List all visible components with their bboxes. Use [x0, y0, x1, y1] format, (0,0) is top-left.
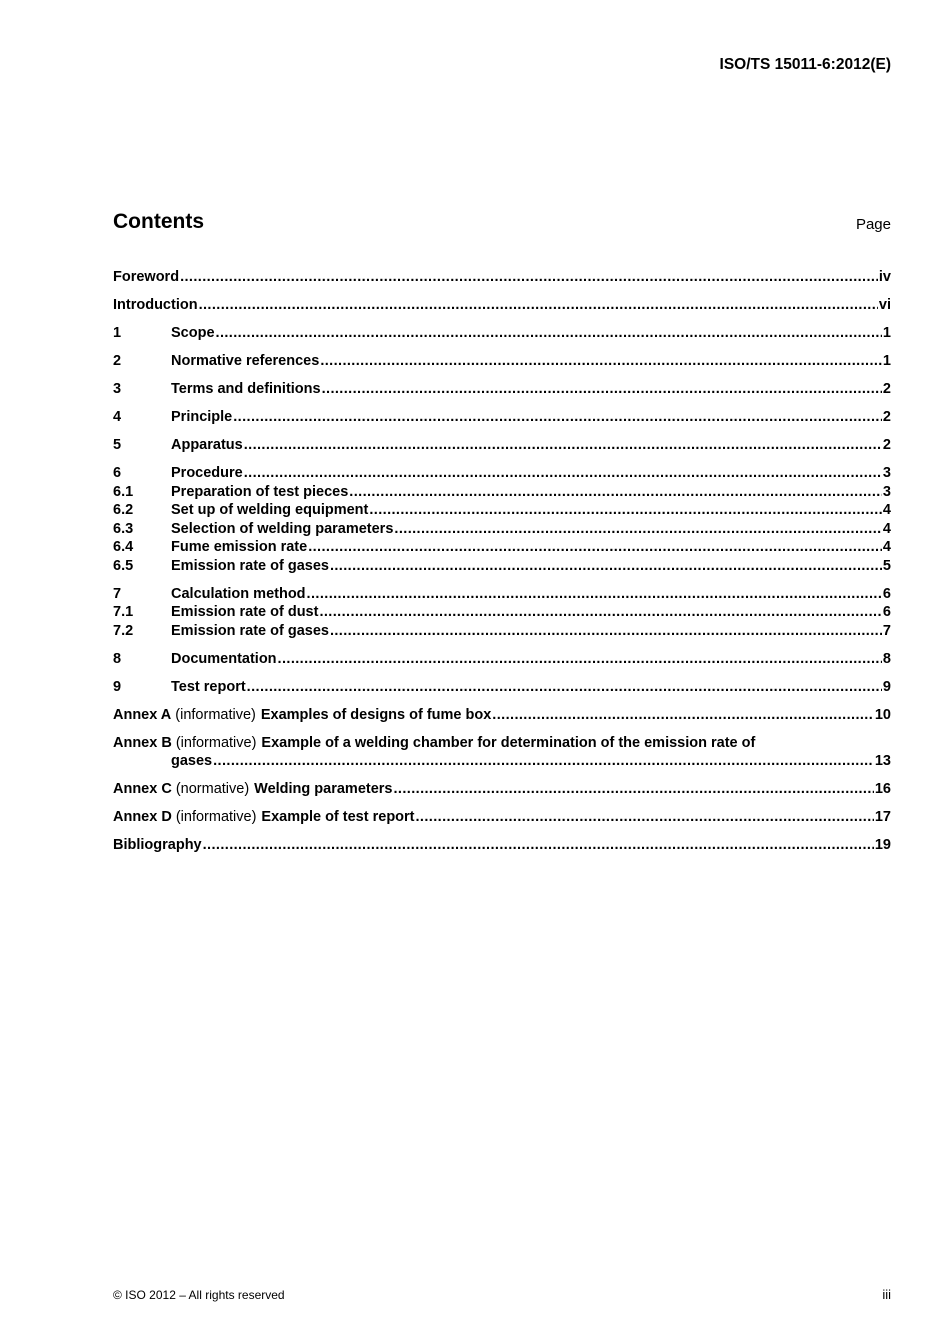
toc-entry-clause[interactable] — [113, 678, 891, 697]
toc-entry-page: 10 — [874, 706, 891, 723]
toc-entry-title: Scope — [171, 325, 215, 341]
toc-entry-subclause[interactable] — [113, 622, 891, 641]
toc-entry-page: iv — [878, 269, 891, 285]
toc-entry-page: 6 — [882, 585, 891, 602]
toc-entry-bibliography[interactable] — [113, 836, 891, 855]
toc-entry-title: Examples of designs of fume box — [260, 706, 492, 723]
toc-entry-page: 16 — [874, 781, 891, 797]
dot-leader — [203, 836, 874, 855]
toc-entry-number: 7 — [113, 585, 122, 602]
toc-entry-page: 4 — [882, 502, 891, 518]
toc-entry-clause[interactable] — [113, 408, 891, 427]
toc-entry-title: Introduction — [113, 297, 198, 313]
dot-leader — [330, 557, 882, 576]
toc-entry-page: 3 — [882, 465, 891, 481]
toc-entry-subclause[interactable] — [113, 483, 891, 502]
toc-entry-number: 1 — [113, 325, 122, 341]
dot-leader — [416, 808, 874, 827]
dot-leader — [322, 380, 882, 399]
toc-entry-page: 5 — [882, 557, 891, 574]
toc-entry-title: Principle — [171, 409, 233, 425]
toc-entry-number: 6 — [113, 465, 122, 481]
document-id: ISO/TS 15011-6:2012(E) — [719, 56, 891, 73]
dot-leader — [244, 436, 882, 455]
toc-entry-page: 4 — [882, 520, 891, 537]
toc-entry-title: Documentation — [171, 650, 277, 667]
toc-entry-clause[interactable] — [113, 380, 891, 399]
toc-entry-subclause[interactable] — [113, 557, 891, 576]
toc-entry-title: Terms and definitions — [171, 381, 321, 397]
toc-entry-number: 9 — [113, 678, 122, 695]
dot-leader — [492, 706, 874, 725]
toc-entry-annex-c[interactable] — [113, 780, 891, 799]
dot-leader — [233, 408, 882, 427]
toc-entry-clause[interactable] — [113, 324, 891, 343]
dot-leader — [247, 678, 882, 697]
toc-entry-page: 2 — [882, 381, 891, 397]
toc-entry-number: 4 — [113, 409, 122, 425]
toc-entry-page: 8 — [882, 650, 891, 667]
toc-entry-number: 7.1 — [113, 604, 134, 620]
toc-entry-number: 8 — [113, 650, 122, 667]
toc-entry-page: vi — [878, 297, 891, 313]
toc-entry-title: Foreword — [113, 269, 180, 285]
toc-entry-clause[interactable] — [113, 650, 891, 669]
table-of-contents — [113, 268, 891, 855]
toc-entry-introduction[interactable] — [113, 296, 891, 315]
toc-entry-number: 6.1 — [113, 483, 134, 500]
toc-entry-page: 2 — [882, 437, 891, 453]
annex-type: (informative) — [175, 734, 257, 751]
toc-entry-title: Test report — [171, 678, 246, 695]
toc-entry-foreword[interactable] — [113, 268, 891, 287]
annex-label: Annex C — [113, 781, 172, 797]
toc-entry-annex-d[interactable] — [113, 808, 891, 827]
toc-entry-title: Selection of welding parameters — [171, 520, 394, 537]
toc-entry-title: Emission rate of dust — [171, 604, 319, 620]
toc-entry-number: 6.4 — [113, 539, 134, 555]
toc-entry-number: 2 — [113, 353, 122, 369]
toc-entry-subclause[interactable] — [113, 520, 891, 539]
toc-entry-number: 6.3 — [113, 520, 134, 537]
annex-b-first-line — [113, 734, 891, 753]
dot-leader — [308, 538, 882, 557]
dot-leader — [216, 324, 882, 343]
toc-entry-page: 6 — [882, 604, 891, 620]
annex-type: (informative) — [175, 809, 257, 825]
dot-leader — [244, 464, 882, 483]
toc-entry-title: Normative references — [171, 353, 320, 369]
dot-leader — [349, 483, 882, 502]
toc-entry-page: 17 — [874, 809, 891, 825]
toc-entry-clause[interactable] — [113, 352, 891, 371]
toc-entry-title: Bibliography — [113, 837, 202, 853]
dot-leader — [180, 268, 878, 287]
copyright-notice: © ISO 2012 – All rights reserved — [113, 1288, 285, 1302]
annex-type: (normative) — [175, 781, 250, 797]
dot-leader — [307, 585, 882, 604]
toc-entry-clause[interactable] — [113, 464, 891, 483]
toc-entry-number: 6.2 — [113, 502, 134, 518]
page-number: iii — [882, 1287, 891, 1302]
toc-entry-title: Example of a welding chamber for determination of the emission rate of — [261, 734, 756, 751]
toc-entry-clause[interactable] — [113, 585, 891, 604]
toc-entry-title: Set up of welding equipment — [171, 502, 369, 518]
dot-leader — [320, 352, 882, 371]
toc-entry-title-continued: gases — [171, 753, 213, 769]
contents-heading: Contents — [113, 210, 204, 233]
annex-label: Annex B — [113, 734, 172, 751]
toc-entry-subclause[interactable] — [113, 603, 891, 622]
toc-entry-subclause[interactable] — [113, 501, 891, 520]
toc-entry-annex-b[interactable] — [113, 734, 891, 771]
dot-leader — [394, 520, 882, 539]
annex-b-second-line — [113, 752, 891, 771]
toc-entry-page: 1 — [882, 353, 891, 369]
toc-entry-page: 3 — [882, 483, 891, 500]
toc-entry-number: 3 — [113, 381, 122, 397]
toc-entry-number: 5 — [113, 437, 122, 453]
toc-entry-title: Welding parameters — [254, 781, 393, 797]
dot-leader — [330, 622, 882, 641]
toc-entry-page: 4 — [882, 539, 891, 555]
toc-entry-title: Preparation of test pieces — [171, 483, 349, 500]
dot-leader — [199, 296, 878, 315]
annex-type: (informative) — [175, 706, 256, 723]
toc-entry-annex-a[interactable] — [113, 706, 891, 725]
dot-leader — [394, 780, 874, 799]
toc-entry-page: 2 — [882, 409, 891, 425]
toc-entry-subclause[interactable] — [113, 538, 891, 557]
toc-entry-page: 1 — [882, 325, 891, 341]
dot-leader — [213, 752, 874, 771]
toc-entry-title: Emission rate of gases — [171, 557, 329, 574]
toc-entry-page: 7 — [882, 622, 891, 639]
toc-entry-title: Calculation method — [171, 585, 306, 602]
dot-leader — [278, 650, 882, 669]
toc-entry-title: Emission rate of gases — [171, 622, 329, 639]
dot-leader — [319, 603, 881, 622]
toc-entry-title: Example of test report — [261, 809, 415, 825]
annex-label: Annex A — [113, 706, 172, 723]
dot-leader — [369, 501, 882, 520]
page-column-label: Page — [855, 216, 891, 233]
toc-entry-number: 7.2 — [113, 622, 134, 639]
toc-entry-page: 19 — [874, 837, 891, 853]
toc-entry-title: Procedure — [171, 465, 243, 481]
annex-label: Annex D — [113, 809, 172, 825]
toc-entry-page: 13 — [874, 753, 891, 769]
toc-entry-clause[interactable] — [113, 436, 891, 455]
toc-entry-title: Fume emission rate — [171, 539, 308, 555]
toc-entry-title: Apparatus — [171, 437, 243, 453]
toc-entry-number: 6.5 — [113, 557, 134, 574]
toc-entry-page: 9 — [882, 678, 891, 695]
